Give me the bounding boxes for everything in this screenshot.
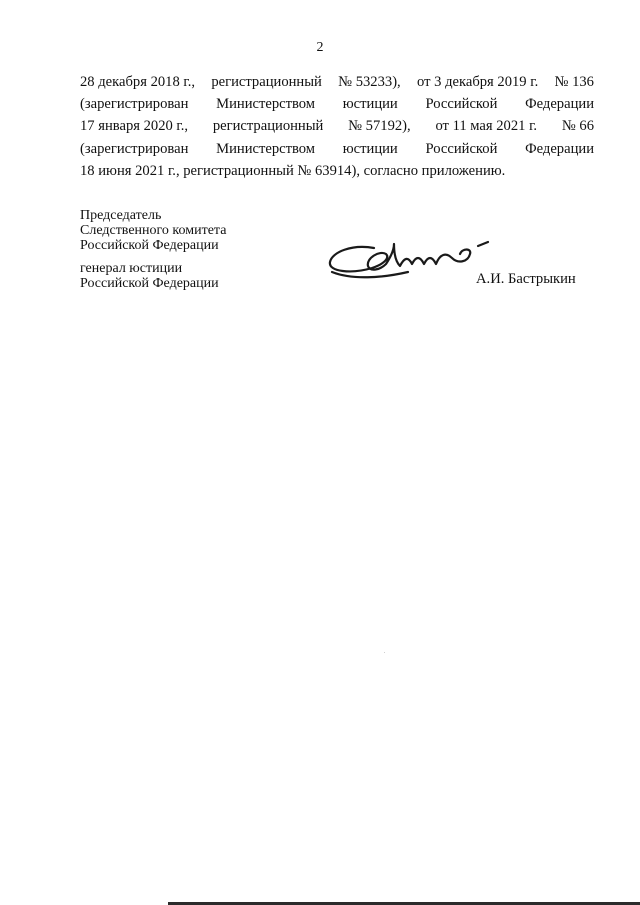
text-fragment: № 66: [561, 118, 594, 135]
position-line: Председатель: [80, 208, 162, 223]
text-line: [80, 160, 594, 182]
text-fragment: Министерством: [216, 140, 316, 157]
handwritten-signature: [322, 228, 492, 290]
text-line: [80, 138, 594, 160]
text-fragment: 18 июня 2021 г., регистрационный № 63914), согласно приложению.: [80, 162, 506, 179]
text-fragment: Федерации: [525, 96, 594, 113]
text-fragment: Российской: [425, 96, 498, 113]
text-fragment: (зарегистрирован: [80, 96, 189, 113]
text-line: [80, 115, 594, 137]
text-fragment: (зарегистрирован: [80, 140, 189, 157]
text-fragment: Российской: [425, 140, 498, 157]
text-fragment: регистрационный: [212, 118, 324, 135]
text-fragment: 28 декабря 2018 г.,: [80, 74, 196, 90]
text-fragment: от 3 декабря 2019 г.: [417, 74, 539, 90]
position-line: Российской Федерации: [80, 238, 219, 253]
signatory-position: [80, 208, 226, 253]
text-fragment: от 11 мая 2021 г.: [435, 118, 538, 135]
page-number: 2: [316, 40, 324, 55]
rank-line: Российской Федерации: [80, 276, 219, 291]
text-fragment: № 57192),: [348, 118, 411, 135]
text-fragment: Министерством: [216, 96, 316, 113]
text-line: [80, 71, 594, 93]
text-fragment: № 136: [554, 74, 594, 90]
signer-name: А.И. Бастрыкин: [476, 271, 576, 287]
position-line: Следственного комитета: [80, 223, 227, 238]
text-fragment: № 53233),: [338, 74, 401, 90]
text-fragment: Федерации: [525, 140, 594, 157]
body-paragraph: [80, 71, 594, 182]
text-line: [80, 93, 594, 115]
scan-artifact: [384, 652, 385, 653]
text-fragment: юстиции: [342, 140, 398, 157]
text-fragment: 17 января 2020 г.,: [80, 118, 189, 135]
rank-line: генерал юстиции: [80, 261, 183, 276]
signatory-rank: [80, 261, 219, 291]
text-fragment: юстиции: [342, 96, 398, 113]
text-fragment: регистрационный: [211, 74, 322, 90]
